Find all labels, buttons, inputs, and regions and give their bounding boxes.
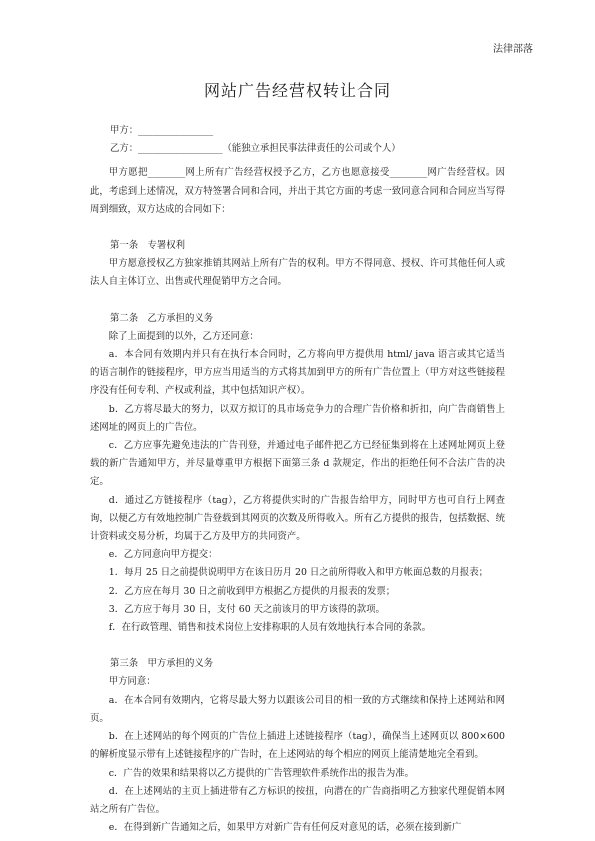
article3-paragraph: 甲方同意： bbox=[108, 676, 156, 688]
spacer bbox=[90, 637, 505, 655]
article2-paragraph: 1．每月 25 日之前提供说明甲方在该日历月 20 日之前所得收入和甲方帐面总数的月报表； bbox=[108, 567, 489, 579]
article3-paragraph: b．在上述网站的每个网页的广告位上插进上述链接程序（tag），确保当上述网页以 800×600 的解析度显示带有上述链接程序的广告时，在上述网站的每个相应的网页上能清楚地完全看到。 bbox=[90, 731, 505, 761]
article2-paragraph: b．乙方将尽最大的努力，以双方拟订的具市场竞争力的合理广告价格和折扣，向广告商销售上述网址的网页上的广告位。 bbox=[90, 403, 505, 433]
document-body bbox=[90, 122, 505, 837]
article3-heading: 第三条 甲方承担的义务 bbox=[110, 658, 214, 670]
header-label: 法律部落 bbox=[493, 44, 533, 55]
spacer bbox=[90, 219, 505, 237]
article2-paragraph: 3．乙方应于每月 30 日，支付 60 天之前该月的甲方该得的款项。 bbox=[108, 603, 385, 615]
article3-paragraph: c．广告的效果和结果将以乙方提供的广告管理软件系统作出的报告为准。 bbox=[108, 767, 415, 779]
article2-paragraph: e．乙方同意向甲方提交： bbox=[108, 549, 218, 561]
spacer bbox=[90, 292, 505, 310]
article2-paragraph: d．通过乙方链接程序（tag），乙方将提供实时的广告报告给甲方，同时甲方也可自行上网查询，以便乙方有效地控制广告登载到其网页的次数及所得收入。所有乙方提供的报告，包括数据、统计资料或交易分析，均属于乙方及甲方的共同资产。 bbox=[90, 494, 505, 543]
article2-paragraph: f．在行政管理、销售和技术岗位上安排称职的人员有效地执行本合同的条款。 bbox=[108, 622, 432, 634]
article1-paragraph: 甲方愿意授权乙方独家推销其网站上所有广告的权利。甲方不得同意、授权、许可其他任何人或法人自主体订立、出售或代理促销甲方之合同。 bbox=[90, 258, 505, 288]
article3-paragraph: a．在本合同有效期内，它将尽最大努力以跟该公司目的相一致的方式继续和保持上述网站和网页。 bbox=[90, 694, 505, 724]
article2-paragraph: 除了上面提到的以外，乙方还同意： bbox=[108, 330, 259, 342]
article2-paragraph: c．乙方应事先避免违法的广告刊登，并通过电子邮件把乙方已经征集到将在上述网址网页上登载的新广告通知甲方，并尽量尊重甲方根据下面第三条 d 款规定，作出的拒绝任何不合法广告的决定。 bbox=[90, 440, 505, 488]
party-a-line: 甲方：________________ bbox=[110, 125, 214, 136]
preamble-paragraph: 甲方愿把________网上所有广告经营权授予乙方，乙方也愿意接受________网广告经营权。因此，考虑到上述情况，双方特签署合同和合同，并出于其它方面的考虑一致同意合同和合同应当写得周到细致，双方达成的合同如下： bbox=[90, 167, 505, 215]
article1-heading: 第一条 专署权利 bbox=[110, 240, 186, 252]
article3-paragraph: e．在得到新广告通知之后，如果甲方对新广告有任何反对意见的话，必须在接到新广 bbox=[108, 822, 462, 834]
article2-paragraph: a．本合同有效期内并只有在执行本合同时，乙方将向甲方提供用 html/ java 语言或其它适当的语言制作的链接程序，甲方应当用适当的方式将其加到甲方的所有广告位置上（甲方对这些链接程序没有任何专利、产权或利益，其中包括知识产权）。 bbox=[90, 349, 505, 397]
party-b-line: 乙方：__________________（能独立承担民事法律责任的公司或个人） bbox=[110, 143, 401, 155]
article2-heading: 第二条 乙方承担的义务 bbox=[110, 312, 214, 324]
article3-paragraph: d．在上述网站的主页上插进带有乙方标识的按扭，向潜在的广告商指明乙方独家代理促销本网站之所有广告位。 bbox=[90, 785, 505, 815]
article2-paragraph: 2．乙方应在每月 30 日之前收到甲方根据乙方提供的月报表的发票； bbox=[108, 585, 396, 597]
document-title: 网站广告经营权转让合同 bbox=[203, 81, 391, 100]
